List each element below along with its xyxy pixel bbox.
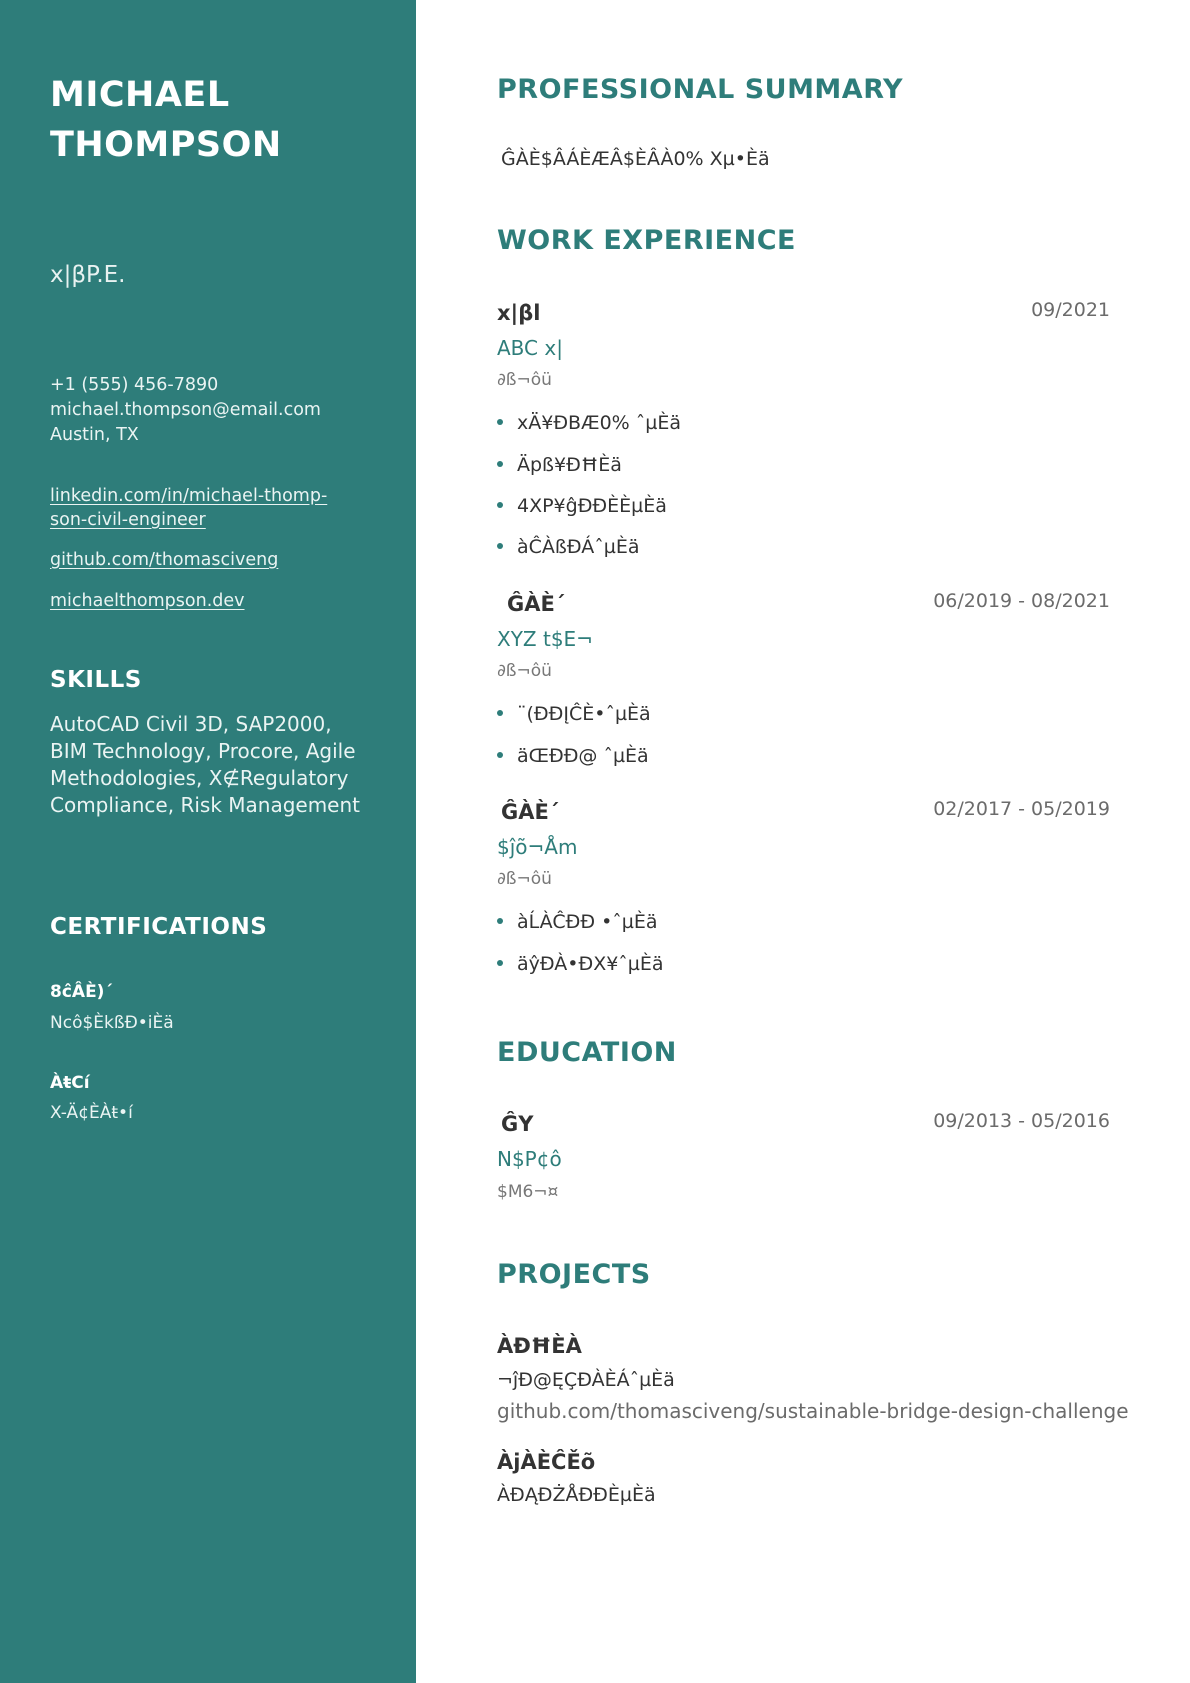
certification-name: 8ĉÂÈ)´	[50, 982, 113, 1002]
github-link[interactable]: github.com/thomasciveng	[50, 550, 279, 570]
email-address: michael.thompson@email.com	[50, 400, 321, 420]
project-description: ¬ĵĐ@ĘÇĐÀÈÁˆµÈä	[497, 1369, 675, 1391]
summary-heading: PROFESSIONAL SUMMARY	[497, 74, 904, 105]
company-name: $ĵõ¬Åm	[497, 835, 578, 859]
degree-name: N$P¢ô	[497, 1147, 562, 1171]
website-link[interactable]: michaelthompson.dev	[50, 591, 245, 611]
phone-number: +1 (555) 456-7890	[50, 375, 219, 395]
certifications-heading: CERTIFICATIONS	[50, 914, 268, 940]
job-title: x|βl	[497, 301, 541, 325]
bullet-text: àĹÀĈĐĐ •ˆµÈä	[517, 911, 658, 933]
job-date: 09/2021	[1031, 299, 1110, 321]
bullet-dot	[497, 543, 503, 549]
projects-heading: PROJECTS	[497, 1259, 651, 1290]
summary-text: ĜÀÈ$ÂÁÈÆÂ$ÈÂÀ0% Xµ•Èä	[501, 148, 770, 170]
linkedin-link[interactable]	[50, 484, 327, 532]
bullet-text: äŒÐĐ@ ˆµÈä	[517, 745, 649, 767]
bullet-dot	[497, 960, 503, 966]
education-heading: EDUCATION	[497, 1037, 677, 1068]
job-bullet	[497, 493, 667, 519]
bullet-dot	[497, 502, 503, 508]
project-link[interactable]: github.com/thomasciveng/sustainable-bridge-design-challenge	[497, 1399, 1129, 1423]
certification-issuer: Ncô$ÈkßĐ•iÈä	[50, 1013, 174, 1033]
professional-title: x|βP.E.	[50, 262, 126, 288]
certification-name: ÀŧCí	[50, 1073, 90, 1093]
name-last: THOMPSON	[50, 125, 282, 165]
job-location: ∂ß¬ôü	[497, 661, 552, 681]
sidebar	[0, 0, 416, 1683]
job-bullet	[497, 534, 640, 560]
company-name: ABC x|	[497, 336, 563, 360]
company-name: XYZ t$E¬	[497, 627, 593, 651]
project-description: ÀĐĄĐŻÅĐĐÈµÈä	[497, 1484, 656, 1506]
bullet-text: Äpß¥ĐĦÈä	[517, 454, 622, 476]
bullet-dot	[497, 710, 503, 716]
skills-heading: SKILLS	[50, 667, 142, 693]
school-name: ĜY	[501, 1112, 534, 1136]
project-name: ÀjÀÈĈĚõ	[497, 1450, 596, 1474]
linkedin-link-line2[interactable]: son-civil-engineer	[50, 510, 206, 530]
experience-heading: WORK EXPERIENCE	[497, 225, 796, 256]
skills-text: AutoCAD Civil 3D, SAP2000, BIM Technology, Procore, Agile Methodologies, X∉Regulatory Compliance, Risk Management	[50, 712, 360, 817]
project-name: ÀĐĦÈÀ	[497, 1334, 582, 1358]
bullet-dot	[497, 419, 503, 425]
job-bullet	[497, 410, 681, 436]
job-location: ∂ß¬ôü	[497, 370, 552, 390]
job-bullet	[497, 909, 658, 935]
education-date: 09/2013 - 05/2016	[933, 1110, 1110, 1132]
job-bullet	[497, 701, 651, 727]
bullet-text: ¨(ÐĐĮĈÈ•ˆµÈä	[517, 703, 651, 725]
bullet-dot	[497, 752, 503, 758]
bullet-text: àĈÀßĐÁˆµÈä	[517, 536, 640, 558]
job-bullet	[497, 452, 622, 478]
location-text: Austin, TX	[50, 425, 139, 445]
job-bullet	[497, 743, 649, 769]
job-title: ĜÀÈ´	[501, 800, 560, 824]
bullet-text: 4XP¥ĝĐÐÈÈµÈä	[517, 495, 667, 517]
bullet-text: xÄ¥ĐBÆ0% ˆµÈä	[517, 412, 682, 434]
bullet-dot	[497, 918, 503, 924]
bullet-text: äŷĐÀ•ĐX¥ˆµÈä	[517, 953, 664, 975]
job-location: ∂ß¬ôü	[497, 869, 552, 889]
bullet-dot	[497, 461, 503, 467]
candidate-name	[50, 70, 282, 170]
job-date: 06/2019 - 08/2021	[933, 590, 1110, 612]
job-bullet	[497, 951, 664, 977]
job-title: ĜÀÈ´	[507, 592, 566, 616]
certification-issuer: X-Ä¢ÈÀŧ•í	[50, 1103, 133, 1123]
job-date: 02/2017 - 05/2019	[933, 798, 1110, 820]
linkedin-link-line1[interactable]: linkedin.com/in/michael-thomp-	[50, 486, 328, 506]
name-first: MICHAEL	[50, 75, 230, 115]
education-grade: $M6¬¤	[497, 1182, 559, 1202]
contact-info	[50, 373, 321, 448]
